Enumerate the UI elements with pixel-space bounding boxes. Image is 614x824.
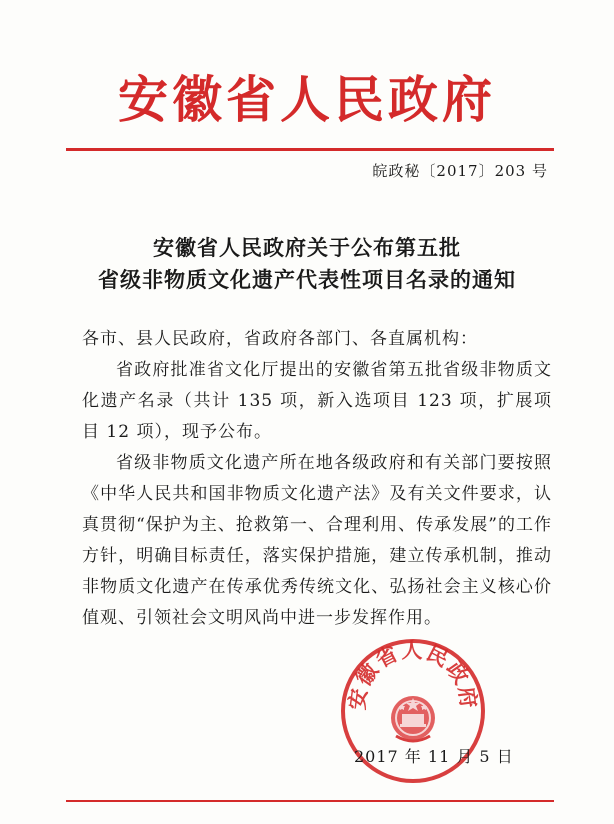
seal-text: 安徽省人民政府 (345, 638, 481, 712)
document-number: 皖政秘〔2017〕203 号 (372, 162, 548, 180)
national-emblem-icon (391, 696, 435, 741)
document-body (82, 324, 552, 634)
paragraph-2: 省级非物质文化遗产所在地各级政府和有关部门要按照《中华人民共和国非物质文化遗产法》及有关文件要求，认真贯彻“保护为主、抢救第一、合理利用、传承发展”的工作方针，明确目标责任，落实保护措施，建立传承机制，推动非物质文化遗产在传承优秀传统文化、弘扬社会主义核心价值观、引领社会文明风尚中进一步发挥作用。 (82, 453, 552, 628)
issue-date: 2017 年 11 月 5 日 (354, 747, 514, 766)
paragraph-1: 省政府批准省文化厅提出的安徽省第五批省级非物质文化遗产名录（共计 135 项，新入选项目 123 项，扩展项目 12 项），现予公布。 (82, 360, 552, 442)
document-title (0, 232, 614, 296)
red-divider-top (66, 148, 554, 151)
issuer-header: 安徽省人民政府 (118, 71, 496, 129)
title-line-2: 省级非物质文化遗产代表性项目名录的通知 (98, 267, 516, 292)
title-line-1: 安徽省人民政府关于公布第五批 (153, 235, 461, 260)
addressee: 各市、县人民政府，省政府各部门、各直属机构： (82, 329, 478, 349)
red-divider-bottom (66, 800, 554, 802)
